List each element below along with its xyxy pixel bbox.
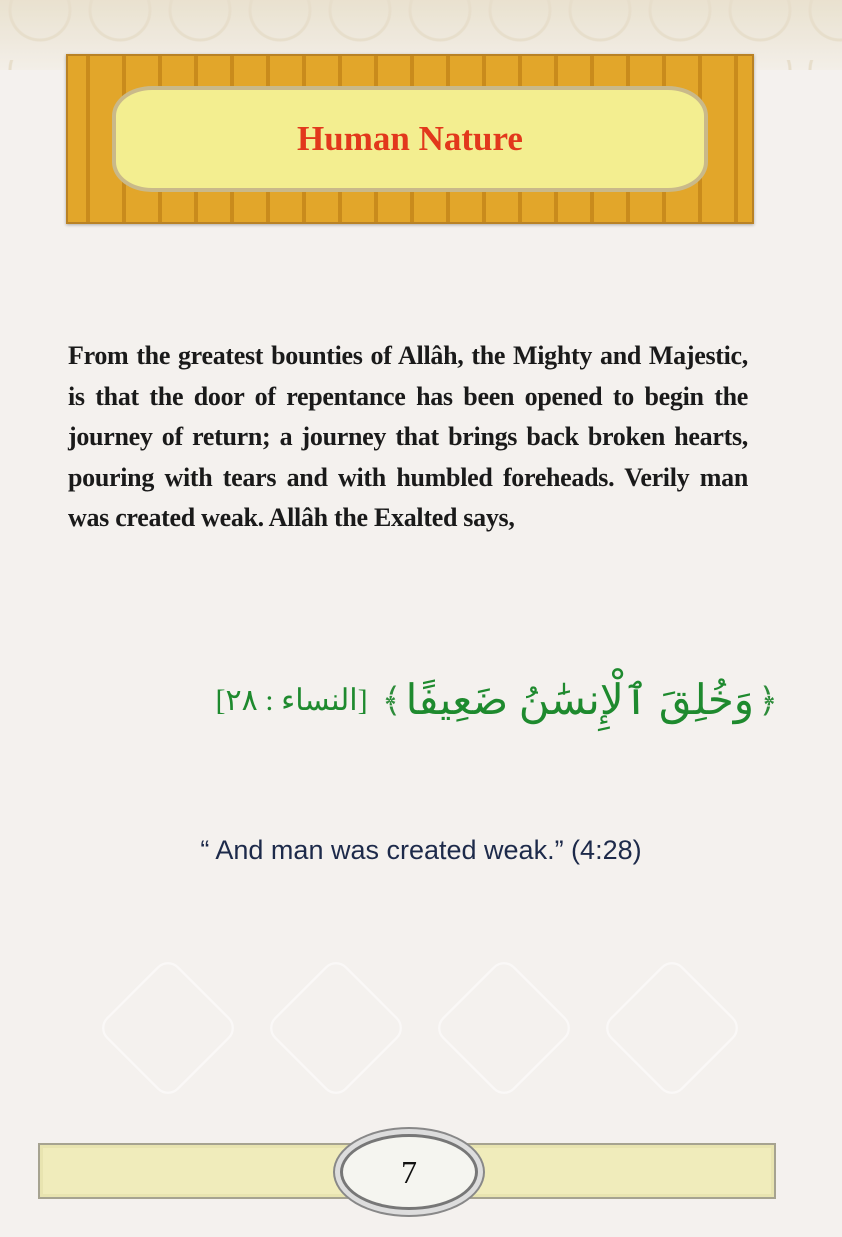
page-title: Human Nature — [297, 119, 523, 158]
verse-reference: [النساء : ٢٨] — [215, 683, 368, 717]
title-banner — [66, 54, 754, 224]
verse-close-ornament: ﴾ — [381, 682, 402, 720]
star-ornament-icon — [96, 956, 240, 1100]
verse-open-ornament: ﴿ — [758, 682, 778, 720]
verse-arabic: وَخُلِقَ ٱلْإِنسَٰنُ ضَعِيفًا — [405, 678, 755, 724]
title-cartouche — [112, 86, 708, 192]
star-ornament-icon — [600, 956, 744, 1100]
verse-translation: “ And man was created weak.” (4:28) — [200, 835, 642, 865]
quran-verse — [62, 660, 782, 740]
paragraph-text: From the greatest bounties of Allâh, the Mighty and Majestic, is that the door of repentance has been opened to begin the journey of return; a journey that brings back broken hearts, pouring with tears and with humbled foreheads. Verily man was created weak. Allâh the Exalted says, — [68, 341, 748, 532]
page-number: 7 — [340, 1134, 478, 1210]
body-paragraph — [68, 336, 748, 539]
star-ornament-icon — [264, 956, 408, 1100]
star-ornament-icon — [432, 956, 576, 1100]
decorative-watermark — [100, 960, 740, 1100]
